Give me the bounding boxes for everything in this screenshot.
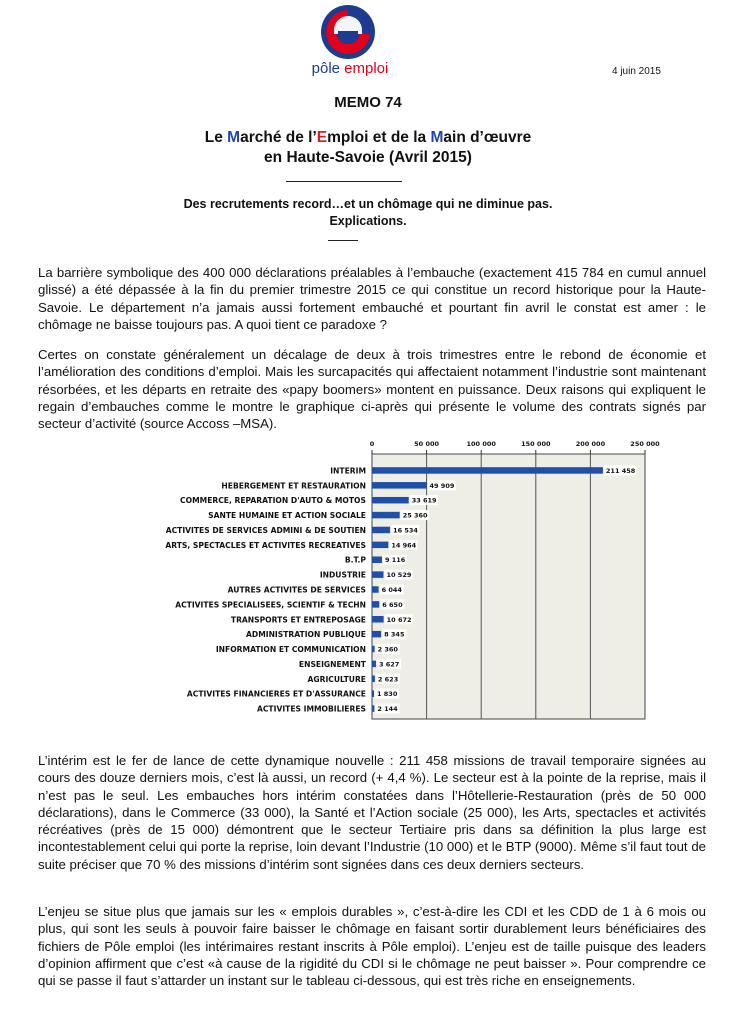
chart-category-label: AGRICULTURE [307, 674, 366, 684]
chart-category-label: ENSEIGNEMENT [298, 659, 366, 669]
chart-bar [372, 512, 400, 519]
pole-emploi-logo [300, 4, 400, 82]
chart-data-label: 10 529 [386, 571, 412, 580]
chart-x-tick-label: 250 000 [630, 440, 660, 448]
paragraph-interim: L’intérim est le fer de lance de cette dynamique nouvelle : 211 458 missions de travail temporaire signées au cours des douze derniers mois, c’est là aussi, un record (+ 4,4 %). Le secteur est à la pointe de la reprise, mais il n’est pas le seul. Les embauches hors intérim constatées dans l’Hôtellerie-Restauration (près de 50 000 déclarations), dans le Commerce (33 000), la Santé et l’Action sociale (25 000), les Arts, spectacles et activités récréatives (près de 15 000) démontrent que le secteur Tertiaire pris dans sa définition la plus large est incontestablement celui qui porte la reprise, loin devant l’Industrie (10 000) et le BTP (9000). Même s’il faut tout de suite préciser que 70 % des missions d’intérim sont signées dans ces deux derniers secteurs. [38, 753, 706, 872]
chart-data-label: 8 345 [384, 630, 405, 639]
chart-data-label: 16 534 [393, 526, 418, 535]
chart-data-label: 2 360 [377, 645, 398, 654]
chart-category-label: INFORMATION ET COMMUNICATION [215, 645, 366, 655]
chart-category-label: INTERIM [330, 466, 366, 476]
title-line-1 [0, 128, 736, 148]
chart-data-label: 33 619 [411, 496, 437, 505]
chart-category-label: SANTE HUMAINE ET ACTION SOCIALE [208, 511, 366, 521]
chart-x-tick-label: 100 000 [466, 440, 496, 448]
title-initial-m: M [227, 129, 241, 146]
title-line-2: en Haute-Savoie (Avril 2015) [264, 149, 472, 166]
title-part: ain d’œuvre [443, 129, 532, 146]
chart-category-label: ACTIVITES DE SERVICES ADMINI & DE SOUTIEN [165, 525, 366, 535]
title-part: Le [204, 129, 228, 146]
document-title [0, 128, 736, 168]
subtitle [0, 196, 736, 230]
chart-category-label: ADMINISTRATION PUBLIQUE [246, 630, 366, 640]
chart-bar [372, 690, 374, 697]
chart-bar [372, 705, 374, 712]
chart-data-label: 10 672 [386, 615, 412, 624]
chart-category-label: COMMERCE, REPARATION D'AUTO & MOTOS [180, 496, 366, 506]
chart-category-label: HEBERGEMENT ET RESTAURATION [221, 481, 366, 491]
chart-category-label: TRANSPORTS ET ENTREPOSAGE [230, 615, 366, 625]
chart-bar [372, 646, 375, 653]
pole-emploi-logo-icon [320, 4, 376, 60]
chart-category-label: ACTIVITES SPECIALISEES, SCIENTIF & TECHN [175, 600, 366, 610]
chart-category-label: ACTIVITES FINANCIERES ET D'ASSURANCE [186, 689, 366, 699]
paragraph-durable-jobs: L’enjeu se situe plus que jamais sur les « emplois durables », c’est-à-dire les CDI et les CDD de 1 à 6 mois ou plus, qui sont les seuls à pouvoir faire baisser le chômage en faisant sortir durablement leurs bénéficiaires des fichiers de Pôle emploi (les intérimaires restant inscrits à Pôle emploi). L’enjeu est de taille puisque des leaders d’opinion affirment que c’est «à cause de la rigidité du CDI si le chômage ne peut baisser ». Pour comprendre ce qui se passe il faut s’attarder un instant sur le tableau ci-dessous, qui est très riche en enseignements. [38, 904, 706, 989]
chart-x-tick-label: 0 [369, 440, 375, 448]
document-date: 4 juin 2015 [612, 66, 661, 77]
chart-x-tick-label: 200 000 [575, 440, 606, 448]
memo-number: MEMO 74 [334, 94, 402, 111]
chart-bar [372, 571, 383, 578]
chart-category-label: INDUSTRIE [319, 570, 366, 580]
chart-bar [372, 482, 427, 489]
chart-bar [372, 556, 382, 563]
subtitle-line-2: Explications. [329, 214, 407, 228]
chart-data-label: 49 909 [429, 481, 455, 490]
title-initial-m2: M [430, 129, 444, 146]
chart-plot-area [372, 454, 645, 719]
chart-category-label: B.T.P [344, 555, 366, 565]
chart-x-tick-label: 50 000 [414, 440, 440, 448]
chart-category-label: AUTRES ACTIVITES DE SERVICES [227, 585, 366, 595]
chart-bar [372, 497, 409, 504]
chart-data-label: 6 044 [381, 586, 402, 594]
chart-data-label: 2 144 [377, 705, 398, 714]
logo-word-pole: pôle [311, 60, 340, 77]
chart-bar [372, 616, 384, 623]
chart-category-label: ARTS, SPECTACLES ET ACTIVITES RECREATIVES [165, 540, 366, 550]
paragraph-intro: La barrière symbolique des 400 000 déclarations préalables à l’embauche (exactement 415 784 en cumul annuel glissé) a été dépassée à la fin du premier trimestre 2015 ce qui constitue un record historique pour la Haute-Savoie. Le département n’a jamais aussi fortement embauché et pourtant fin avril le constat est amer : le chômage ne baisse toujours pas. A quoi tient ce paradoxe ? [38, 265, 706, 332]
chart-data-label: 25 360 [402, 511, 428, 520]
logo-word-emploi: emploi [344, 60, 389, 77]
chart-data-label: 9 116 [384, 556, 406, 565]
chart-data-label: 2 623 [377, 675, 399, 684]
chart-bar [372, 601, 379, 608]
chart-bar [372, 631, 381, 638]
chart-bar [372, 586, 379, 593]
chart-data-label: 14 964 [391, 541, 417, 550]
chart-bar [372, 467, 603, 474]
title-part: mploi et de la [327, 129, 431, 146]
chart-data-label: 1 830 [376, 690, 398, 699]
chart-bar [372, 661, 376, 668]
title-divider [286, 181, 402, 182]
title-part: arché de l’ [240, 129, 317, 146]
chart-data-label: 3 627 [378, 660, 400, 669]
chart-bar [372, 676, 375, 683]
subtitle-divider [328, 240, 358, 241]
chart-data-label: 211 458 [605, 466, 636, 475]
subtitle-line-1: Des recrutements record…et un chômage qui ne diminue pas. [183, 197, 553, 211]
paragraph-context: Certes on constate généralement un décalage de deux à trois trimestres entre le rebond de économie et l’amélioration des conditions d’emploi. Mais les surcapacités qui affectaient notamment l’industrie sont maintenant résorbées, et les départs en retraite des «papy boomers» montent en puissance. Deux raisons qui expliquent le regain d’embauches comme le montre le graphique ci-après qui présente le volume des contrats signés par secteur d’activité (source Accoss –MSA). [38, 347, 706, 432]
contracts-by-sector-chart [0, 436, 736, 726]
chart-data-label: 6 650 [382, 600, 403, 609]
chart-bar [372, 527, 390, 534]
chart-bar [372, 542, 388, 549]
title-initial-e: E [316, 129, 328, 146]
chart-category-label: ACTIVITES IMMOBILIERES [256, 704, 366, 714]
logo-wordmark [300, 60, 400, 77]
chart-x-tick-label: 150 000 [521, 440, 551, 448]
